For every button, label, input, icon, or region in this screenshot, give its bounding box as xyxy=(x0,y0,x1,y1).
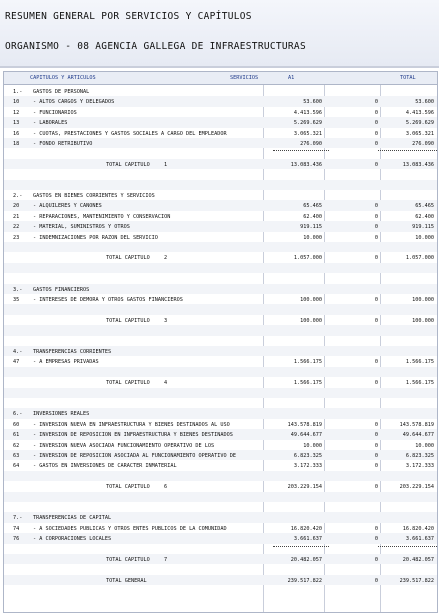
chapter-total-row xyxy=(4,315,437,325)
amount-total: 13.083.436 xyxy=(402,161,434,168)
article-code: 74 xyxy=(13,525,20,532)
amount-a1: 143.578.819 xyxy=(287,421,322,428)
amount-a1: 20.482.057 xyxy=(290,557,322,563)
amount-total: 1.566.175 xyxy=(405,380,434,387)
article-label: - MATERIAL, SUMINISTROS Y OTROS xyxy=(33,224,130,231)
article-label: - GASTOS EN INVERSIONES DE CARÁCTER INMATERIAL xyxy=(33,463,177,470)
chapter-title: TRANSFERENCIAS DE CAPITAL xyxy=(33,515,112,522)
article-code: 76 xyxy=(13,536,20,543)
amount-total: 65.465 xyxy=(415,203,434,210)
amount-mid: 0 xyxy=(374,255,378,262)
article-label: - CUOTAS, PRESTACIONES Y GASTOS SOCIALES A CARGO DEL EMPLEADOR xyxy=(33,130,227,137)
amount-mid: 0 xyxy=(374,421,378,428)
article-code: 64 xyxy=(13,463,20,470)
amount-mid: 0 xyxy=(374,130,378,137)
amount-total: 49.644.677 xyxy=(402,432,434,439)
article-label: - A CORPORACIONES LOCALES xyxy=(33,536,112,543)
article-label: - A EMPRESAS PRIVADAS xyxy=(33,359,99,366)
amount-total: 16.820.420 xyxy=(402,525,434,532)
article-row xyxy=(4,211,437,221)
amount-mid: 0 xyxy=(374,141,378,147)
article-code: 10 xyxy=(13,99,20,106)
column-header-services: SERVICIOS xyxy=(230,75,259,81)
chapter-total-label: TOTAL CAPÍTULO xyxy=(106,484,150,491)
article-label: - INVERSIÓN DE REPOSICIÓN EN INFRAESTRUCTURA Y BIENES DESTINADOS xyxy=(33,432,233,439)
table-header xyxy=(4,72,437,85)
amount-total: 143.578.819 xyxy=(399,421,434,428)
article-label: - LABORALES xyxy=(33,120,68,127)
report-title: RESUMEN GENERAL POR SERVICIOS Y CAPÍTULOS xyxy=(5,11,252,22)
amount-total: 1.566.175 xyxy=(405,359,434,366)
spacer-row xyxy=(4,148,437,158)
spacer-row xyxy=(4,544,437,554)
amount-mid: 0 xyxy=(374,577,378,584)
article-label: - ALQUILERES Y CÁNONES xyxy=(33,203,102,210)
article-code: 21 xyxy=(13,213,20,220)
article-row xyxy=(4,429,437,439)
article-label: - INDEMNIZACIONES POR RAZÓN DEL SERVICIO xyxy=(33,234,158,241)
spacer-row xyxy=(4,367,437,377)
header-divider xyxy=(0,66,439,68)
article-code: 47 xyxy=(13,359,20,366)
amount-total: 100.000 xyxy=(412,297,434,303)
chapter-code: 1.- xyxy=(13,89,23,95)
article-code: 35 xyxy=(13,297,20,303)
amount-mid: 0 xyxy=(374,317,378,324)
article-code: 60 xyxy=(13,421,20,428)
amount-mid: 0 xyxy=(374,99,378,106)
budget-table xyxy=(3,71,438,613)
amount-mid: 0 xyxy=(374,234,378,241)
spacer-row xyxy=(4,336,437,346)
column-header-a1: A1 xyxy=(288,75,295,81)
article-row xyxy=(4,138,437,148)
report-header xyxy=(0,0,439,66)
spacer-row xyxy=(4,325,437,335)
article-row xyxy=(4,450,437,460)
chapter-total-label: TOTAL CAPÍTULO xyxy=(106,557,150,563)
amount-a1: 5.269.629 xyxy=(293,120,322,127)
spacer-row xyxy=(4,180,437,190)
spacer-row xyxy=(4,492,437,502)
amount-total: 276.090 xyxy=(412,141,434,147)
article-code: 18 xyxy=(13,141,20,147)
article-row xyxy=(4,200,437,210)
article-code: 61 xyxy=(13,432,20,439)
article-label: - INTERESES DE DEMORA Y OTROS GASTOS FINANCIEROS xyxy=(33,297,183,303)
amount-a1: 3.065.321 xyxy=(293,130,322,137)
article-row xyxy=(4,294,437,304)
chapter-code: 7.- xyxy=(13,515,23,522)
article-row xyxy=(4,232,437,242)
amount-a1: 53.600 xyxy=(303,99,322,106)
amount-mid: 0 xyxy=(374,109,378,116)
article-code: 16 xyxy=(13,130,20,137)
amount-a1: 203.229.154 xyxy=(287,484,322,491)
grand-total-row xyxy=(4,575,437,585)
amount-mid: 0 xyxy=(374,224,378,231)
chapter-total-number: 6 xyxy=(164,484,168,491)
spacer-row xyxy=(4,263,437,273)
amount-mid: 0 xyxy=(374,203,378,210)
chapter-title: TRANSFERENCIAS CORRIENTES xyxy=(33,349,112,355)
amount-mid: 0 xyxy=(374,161,378,168)
amount-mid: 0 xyxy=(374,432,378,439)
amount-a1: 1.566.175 xyxy=(293,359,322,366)
amount-mid: 0 xyxy=(374,359,378,366)
article-row xyxy=(4,440,437,450)
amount-a1: 49.644.677 xyxy=(290,432,322,439)
amount-mid: 0 xyxy=(374,213,378,220)
article-row xyxy=(4,96,437,106)
chapter-code: 3.- xyxy=(13,286,23,293)
chapter-total-number: 2 xyxy=(164,255,168,262)
article-row xyxy=(4,460,437,470)
amount-total: 10.000 xyxy=(415,442,434,449)
amount-a1: 1.566.175 xyxy=(293,380,322,387)
article-row xyxy=(4,419,437,429)
amount-total: 919.115 xyxy=(412,224,434,231)
spacer-row xyxy=(4,398,437,408)
article-label: - A SOCIEDADES PÚBLICAS Y OTROS ENTES PÚBLICOS DE LA COMUNIDAD xyxy=(33,525,227,532)
chapter-total-number: 4 xyxy=(164,380,168,387)
chapter-total-label: TOTAL CAPÍTULO xyxy=(106,317,150,324)
amount-a1: 1.057.000 xyxy=(293,255,322,262)
chapter-title: GASTOS FINANCIEROS xyxy=(33,286,90,293)
amount-mid: 0 xyxy=(374,380,378,387)
chapter-total-number: 3 xyxy=(164,317,168,324)
article-label: - INVERSIÓN DE REPOSICIÓN ASOCIADA AL FUNCIONAMIENTO OPERATIVO DE xyxy=(33,453,237,459)
amount-mid: 0 xyxy=(374,536,378,543)
chapter-total-row xyxy=(4,252,437,262)
amount-a1: 62.400 xyxy=(303,213,322,220)
amount-total: 1.057.000 xyxy=(405,255,434,262)
chapter-total-number: 1 xyxy=(164,161,168,168)
amount-total: 20.482.057 xyxy=(402,557,434,563)
spacer-row xyxy=(4,304,437,314)
amount-total: 239.517.822 xyxy=(399,577,434,584)
chapter-title: INVERSIONES REALES xyxy=(33,411,90,418)
amount-total: 53.600 xyxy=(415,99,434,106)
amount-mid: 0 xyxy=(374,557,378,563)
organism-title: ORGANISMO - 08 AGENCIA GALLEGA DE INFRAESTRUCTURAS xyxy=(5,41,306,52)
spacer-row xyxy=(4,471,437,481)
amount-total: 3.172.333 xyxy=(405,463,434,470)
chapter-total-label: TOTAL CAPÍTULO xyxy=(106,161,150,168)
article-code: 20 xyxy=(13,203,20,210)
spacer-row xyxy=(4,388,437,398)
amount-total: 100.000 xyxy=(412,317,434,324)
amount-a1: 276.090 xyxy=(300,141,322,147)
chapter-total-number: 7 xyxy=(164,557,168,563)
chapter-row xyxy=(4,512,437,522)
amount-a1: 4.413.596 xyxy=(293,109,322,116)
article-row xyxy=(4,107,437,117)
amount-a1: 10.000 xyxy=(303,234,322,241)
article-code: 22 xyxy=(13,224,20,231)
article-code: 62 xyxy=(13,442,20,449)
chapter-code: 4.- xyxy=(13,349,23,355)
article-label: - FONDO RETRIBUTIVO xyxy=(33,141,93,147)
amount-total: 10.000 xyxy=(415,234,434,241)
amount-a1: 16.820.420 xyxy=(290,525,322,532)
chapter-total-row xyxy=(4,481,437,491)
amount-mid: 0 xyxy=(374,525,378,532)
amount-mid: 0 xyxy=(374,297,378,303)
chapter-total-row xyxy=(4,377,437,387)
amount-a1: 10.000 xyxy=(303,442,322,449)
amount-a1: 3.172.333 xyxy=(293,463,322,470)
column-header-label: CAPÍTULOS Y ARTÍCULOS xyxy=(30,75,96,81)
article-row xyxy=(4,523,437,533)
amount-total: 6.823.325 xyxy=(405,453,434,459)
amount-a1: 65.465 xyxy=(303,203,322,210)
article-label: - INVERSIÓN NUEVA EN INFRAESTRUCTURA Y BIENES DESTINADOS AL USO xyxy=(33,421,230,428)
amount-a1: 100.000 xyxy=(300,297,322,303)
chapter-total-label: TOTAL CAPÍTULO xyxy=(106,380,150,387)
amount-total: 5.269.629 xyxy=(405,120,434,127)
article-code: 12 xyxy=(13,109,20,116)
amount-mid: 0 xyxy=(374,463,378,470)
article-label: - ALTOS CARGOS Y DELEGADOS xyxy=(33,99,115,106)
amount-a1: 3.661.637 xyxy=(293,536,322,543)
amount-a1: 6.823.325 xyxy=(293,453,322,459)
chapter-row xyxy=(4,190,437,200)
chapter-row xyxy=(4,408,437,418)
amount-mid: 0 xyxy=(374,484,378,491)
chapter-total-row xyxy=(4,159,437,169)
article-code: 63 xyxy=(13,453,20,459)
column-header-total: TOTAL xyxy=(400,75,416,81)
article-label: - INVERSIÓN NUEVA ASOCIADA FUNCIONAMIENTO OPERATIVO DE LOS xyxy=(33,442,215,449)
amount-total: 3.661.637 xyxy=(405,536,434,543)
chapter-title: GASTOS EN BIENES CORRIENTES Y SERVICIOS xyxy=(33,193,155,199)
amount-mid: 0 xyxy=(374,120,378,127)
article-row xyxy=(4,117,437,127)
spacer-row xyxy=(4,242,437,252)
chapter-row xyxy=(4,86,437,96)
grand-total-label: TOTAL GENERAL xyxy=(106,577,147,584)
chapter-total-row xyxy=(4,554,437,564)
amount-a1: 13.083.436 xyxy=(290,161,322,168)
amount-mid: 0 xyxy=(374,453,378,459)
spacer-row xyxy=(4,273,437,283)
chapter-total-label: TOTAL CAPÍTULO xyxy=(106,255,150,262)
article-label: - REPARACIONES, MANTENIMIENTO Y CONSERVACIÓN xyxy=(33,213,171,220)
article-row xyxy=(4,221,437,231)
article-code: 23 xyxy=(13,234,20,241)
amount-a1: 239.517.822 xyxy=(287,577,322,584)
article-row xyxy=(4,533,437,543)
amount-a1: 100.000 xyxy=(300,317,322,324)
chapter-code: 6.- xyxy=(13,411,23,418)
article-row xyxy=(4,128,437,138)
spacer-row xyxy=(4,502,437,512)
article-code: 13 xyxy=(13,120,20,127)
amount-a1: 919.115 xyxy=(300,224,322,231)
amount-total: 3.065.321 xyxy=(405,130,434,137)
chapter-row xyxy=(4,284,437,294)
chapter-code: 2.- xyxy=(13,193,23,199)
article-label: - FUNCIONARIOS xyxy=(33,109,77,116)
amount-total: 4.413.596 xyxy=(405,109,434,116)
spacer-row xyxy=(4,169,437,179)
article-row xyxy=(4,356,437,366)
spacer-row xyxy=(4,564,437,574)
amount-mid: 0 xyxy=(374,442,378,449)
amount-total: 62.400 xyxy=(415,213,434,220)
chapter-title: GASTOS DE PERSONAL xyxy=(33,89,90,95)
chapter-row xyxy=(4,346,437,356)
amount-total: 203.229.154 xyxy=(399,484,434,491)
